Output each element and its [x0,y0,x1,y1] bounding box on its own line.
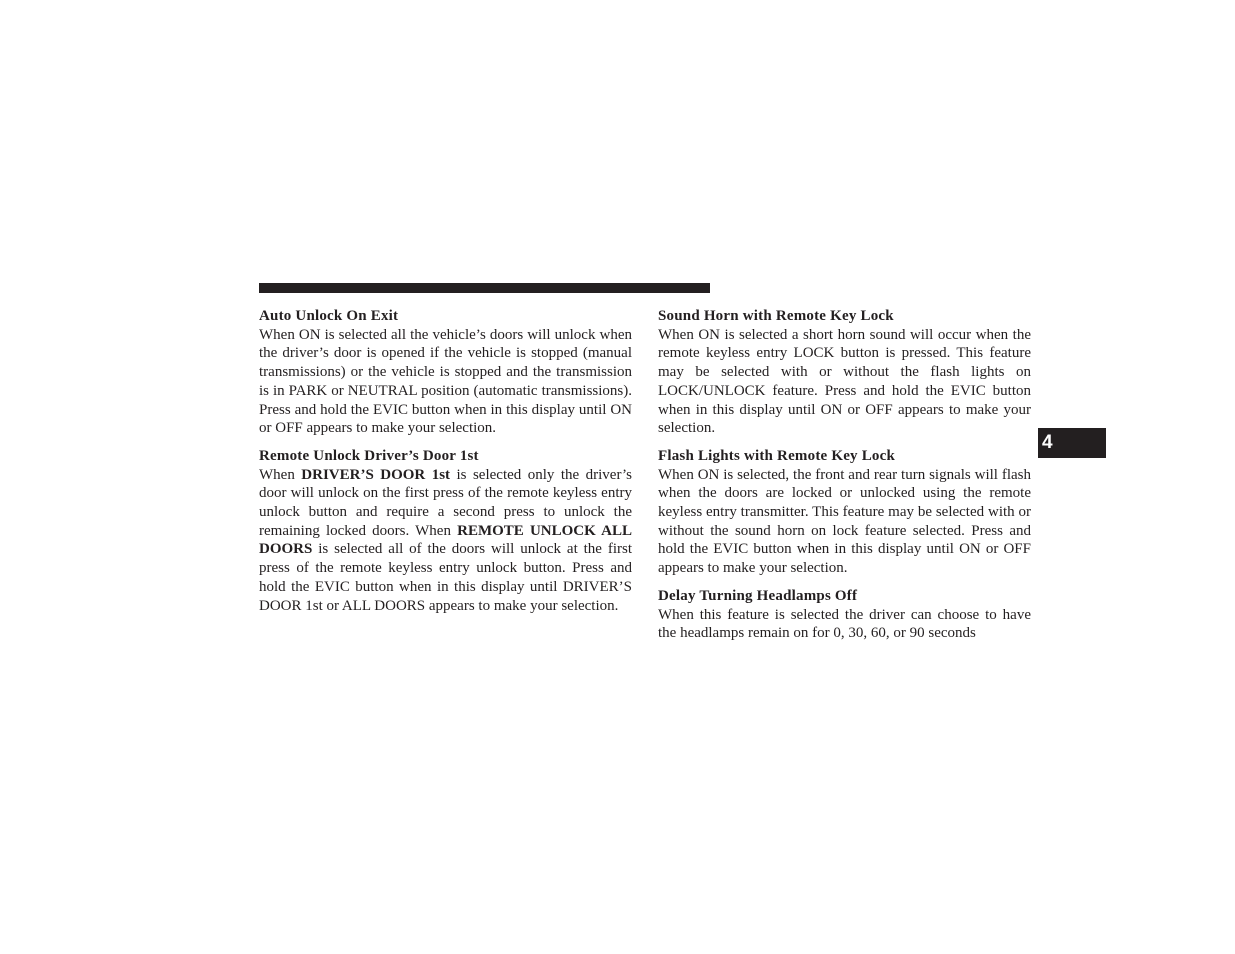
body-text: is selected only the driver’s door will unlock on the first press of the remote keyless entry unlock button and require a second press to unlock the remaining locked doors. When [259,466,632,539]
header-rule [259,283,710,293]
chapter-tab [1038,428,1106,458]
section-heading: Auto Unlock On Exit [259,308,399,324]
section-body: When ON is selected, the front and rear turn signals will flash when the doors are locked or unlocked using the remote keyless entry transmitter. This feature may be selected with or without the sound horn on lock feature selected. Press and hold the EVIC button when in this display until ON or OFF appears to make your selection. [658,466,1031,577]
section-body [259,466,632,616]
body-text: When [259,466,302,483]
right-column [658,307,1031,652]
section-heading: Sound Horn with Remote Key Lock [658,308,894,324]
section-body: When this feature is selected the driver can choose to have the headlamps remain on for 0, 30, 60, or 90 seconds [658,606,1031,642]
left-column [259,307,632,624]
section-delay-headlamps [658,587,1031,643]
section-remote-unlock-drivers-door [259,447,632,615]
section-sound-horn [658,307,1031,438]
section-auto-unlock-on-exit [259,307,632,438]
chapter-number: 4 [1042,432,1053,453]
section-body: When ON is selected all the vehicle’s doors will unlock when the driver’s door is opened if the vehicle is stopped (manual transmissions) or the vehicle is stopped and the transmission is in PARK or NEUTRAL position (automatic transmissions). Press and hold the EVIC button when in this display until ON or OFF appears to make your selection. [259,326,632,437]
option-drivers-door-1st: DRIVER’S DOOR 1st [301,466,451,483]
section-heading: Remote Unlock Driver’s Door 1st [259,447,479,464]
section-body: When ON is selected a short horn sound will occur when the remote keyless entry LOCK button is pressed. This feature may be selected with or without the flash lights on LOCK/UNLOCK feature. Press and hold the EVIC button when in this display until ON or OFF appears to make your selection. [658,326,1031,437]
option-remote-unlock-all-doors: REMOTE UNLOCK ALL DOORS [259,522,632,558]
body-text: is selected all of the doors will unlock at the first press of the remote keyless entry unlock button. Press and hold the EVIC button when in this display until DRIVER’S DOOR 1st or ALL DOORS appears to make your selection. [259,541,632,614]
section-heading: Delay Turning Headlamps Off [658,587,858,604]
section-heading: Flash Lights with Remote Key Lock [658,447,896,464]
section-flash-lights [658,447,1031,578]
